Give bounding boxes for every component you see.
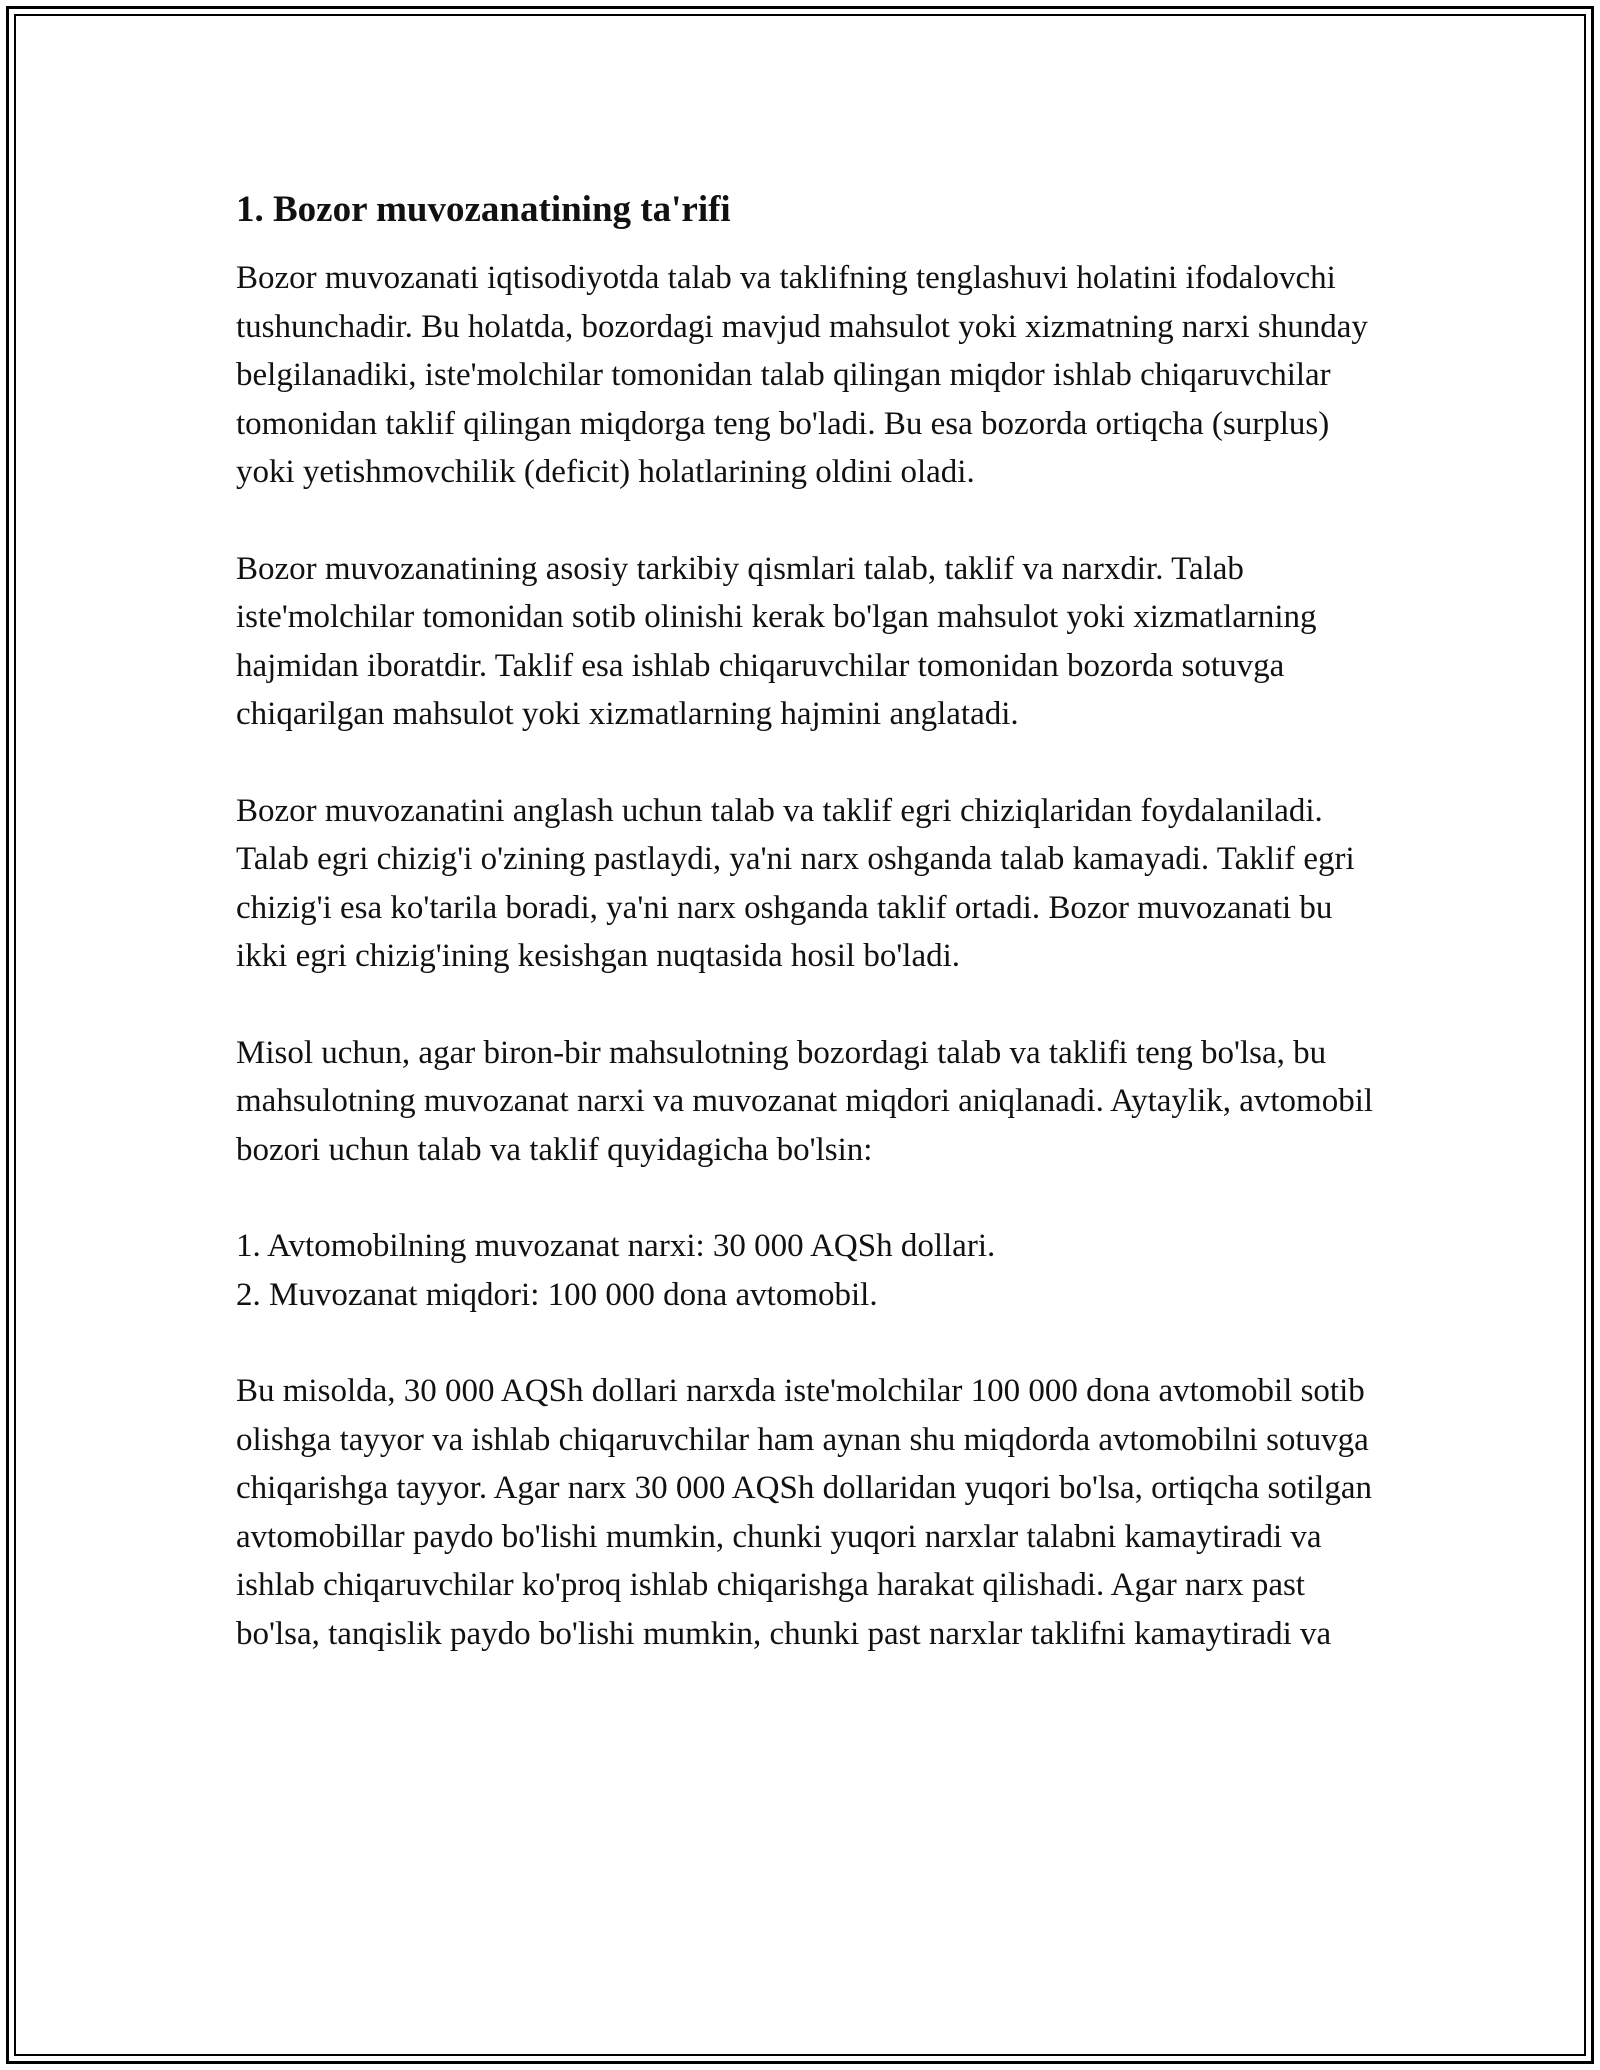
paragraph-curves: Bozor muvozanatini anglash uchun talab va taklif egri chiziqlaridan foydalaniladi. Talab egri chizig'i o'zining pastlaydi, ya'ni narx oshganda talab kamayadi. Taklif egri chizig'i esa ko'tarila boradi, ya'ni narx oshganda taklif ortadi. Bozor muvozanati bu ikki egri chizig'ining kesishgan nuqtasida hosil bo'ladi. bbox=[236, 792, 1355, 974]
paragraph-example-explanation: Bu misolda, 30 000 AQSh dollari narxda iste'molchilar 100 000 dona avtomobil sotib olishga tayyor va ishlab chiqaruvchilar ham aynan shu miqdorda avtomobilni sotuvga chiqarishga tayyor. Agar narx 30 000 AQSh dollaridan yuqori bo'lsa, ortiqcha sotilgan avtomobillar paydo bo'lishi mumkin, chunki yuqori narxlar talabni kamaytiradi va ishlab chiqaruvchilar ko'proq ishlab chiqarishga harakat qilishadi. Agar narx past bo'lsa, tanqislik paydo bo'lishi mumkin, chunki past narxlar taklifni kamaytiradi va bbox=[236, 1373, 1372, 1652]
list-item: 2. Muvozanat miqdori: 100 000 dona avtomobil. bbox=[236, 1276, 878, 1313]
document-body bbox=[236, 186, 1376, 1706]
example-list bbox=[236, 1222, 1376, 1319]
paragraph-definition: Bozor muvozanati iqtisodiyotda talab va taklifning tenglashuvi holatini ifodalovchi tushunchadir. Bu holatda, bozordagi mavjud mahsulot yoki xizmatning narxi shunday belgilanadiki, iste'molchilar tomonidan talab qilingan miqdor ishlab chiqaruvchilar tomonidan taklif qilingan miqdorga teng bo'ladi. Bu esa bozorda ortiqcha (surplus) yoki yetishmovchilik (deficit) holatlarining oldini oladi. bbox=[236, 260, 1368, 490]
paragraph-example-intro: Misol uchun, agar biron-bir mahsulotning bozordagi talab va taklifi teng bo'lsa, bu mahsulotning muvozanat narxi va muvozanat miqdori aniqlanadi. Aytaylik, avtomobil bozori uchun talab va taklif quyidagicha bo'lsin: bbox=[236, 1034, 1374, 1168]
list-item: 1. Avtomobilning muvozanat narxi: 30 000 AQSh dollari. bbox=[236, 1228, 996, 1264]
section-title: 1. Bozor muvozanatining ta'rifi bbox=[236, 189, 731, 230]
paragraph-components: Bozor muvozanatining asosiy tarkibiy qismlari talab, taklif va narxdir. Talab iste'molchilar tomonidan sotib olinishi kerak bo'lgan mahsulot yoki xizmatlarning hajmidan iboratdir. Taklif esa ishlab chiqaruvchilar tomonidan bozorda sotuvga chiqarilgan mahsulot yoki xizmatlarning hajmini anglatadi. bbox=[236, 550, 1317, 732]
